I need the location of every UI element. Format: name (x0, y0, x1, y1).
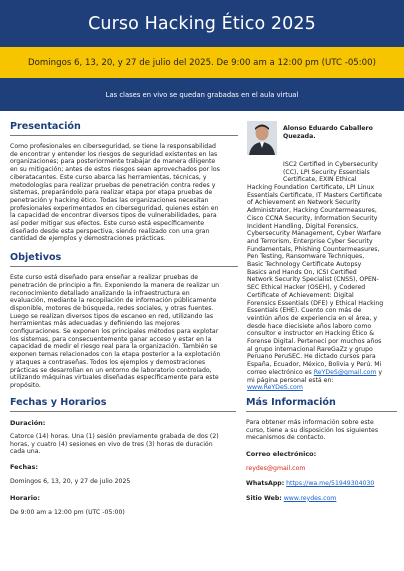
bio-line: Forense Digital. Perteneci por muchos años (247, 338, 382, 346)
text-line: horas, y cuatro (4) sesiones en vivo de tres (3) horas de duración (10, 440, 213, 448)
info-text (246, 419, 397, 442)
bio-line: Forensics Essentials (DFE) y Ethical Hacking (247, 299, 384, 307)
text-line: Para obtener más información sobre este (246, 419, 374, 426)
course-title: Curso Hacking Ético 2025 (88, 13, 316, 34)
text-line: propósito. (10, 381, 41, 389)
instructor-name (283, 125, 395, 140)
text-line: y ataques a contraseñas. Todos los ejemplos y demostraciones (10, 358, 206, 366)
text-line: penetración de principio a fin. Exponiendo la manera de realizar un (10, 281, 220, 289)
bio-line: Fundamentals, Phishing Countermeasures, (247, 245, 380, 253)
text-line: exponen temas relacionados con la etapa posterior a la explotación (10, 351, 221, 359)
text-line: cantidad de ejemplos y demostraciones prácticas. (10, 235, 166, 243)
divider (10, 266, 238, 267)
instructor-photo (247, 121, 277, 155)
text-line: la capacidad de encontrar diversos tipos de vulnerabilidades, para (10, 212, 217, 220)
bio-line: Essentials Certificate, IT Masters Certificate (247, 191, 383, 199)
text-line: penetración y hacking ético. Todas las organizaciones necesitan (10, 196, 209, 204)
bio-line: (CC), LPI Security Essentials (283, 168, 370, 176)
instructor-web-link[interactable]: www.ReYDeS.com (247, 384, 303, 392)
web-label: Sitio Web: (246, 494, 282, 502)
instructor-email-link[interactable]: ReYDeS@gmail.com (313, 368, 377, 376)
horario-label: Horario: (10, 493, 40, 502)
text-line: utilizando máquinas virtuales diseñadas específicamente para este (10, 374, 219, 382)
bio-line: Basics and Hands On, ICSI Certified (247, 268, 357, 276)
bio-line: Basic Technology Certificate Autopsy (247, 261, 362, 269)
bio-line: veintiún años de experiencia en el área, y (247, 314, 378, 322)
bio-line: Certificate, EXIN Ethical (283, 176, 357, 184)
email-label: Correo electrónico: (246, 450, 317, 459)
text-line: curso, tiene a su disposición los siguientes (246, 426, 379, 434)
bio-line: and Terrorism, Enterprise Cyber Security (247, 237, 373, 245)
objetivos-text (10, 274, 238, 390)
fechas-value: Domingos 6, 13, 20, y 27 de julio 2025 (10, 478, 131, 486)
text-line: metodologías para realizar pruebas de penetración contra redes y (10, 181, 216, 189)
duracion-value (10, 433, 236, 456)
bio-line: Incident Handling, Digital Forensics, (247, 222, 359, 230)
text-line: cada una. (10, 448, 41, 456)
text-line: configuraciones. Se exponen los principales métodos para explotar (10, 328, 219, 336)
instructor-bio-top (283, 161, 397, 184)
horario-value: De 9:00 am a 12:00 pm (UTC -05:00) (10, 508, 125, 516)
divider (10, 135, 238, 136)
bio-line: consultor e instructor en Hacking Ético & (247, 330, 375, 338)
recorded-note-bar (0, 78, 404, 111)
instructor-name-line: Quezada. (283, 132, 316, 140)
duracion-label: Duración: (10, 419, 46, 427)
info-heading: Más Información (246, 397, 336, 408)
text-line: organizaciones; para posteriormente trabajar de manera diligente (10, 158, 216, 166)
instructor-name-line: Alonso Eduardo Caballero (283, 125, 373, 132)
dates-band (0, 47, 404, 78)
text-line: mecanismos de contacto. (246, 434, 326, 442)
dates-band-text: Domingos 6, 13, 20, y 27 de julio del 2025. De 9:00 am a 12:00 pm (UTC -05:00) (28, 57, 376, 68)
bio-line: Cybersecurity Management, Cyber Warfare (247, 230, 382, 238)
bio-line: ISC2 Certified in Cybersecurity (283, 161, 378, 168)
bio-line: Peruano PeruSEC. He dictado cursos para (247, 353, 376, 361)
objetivos-heading: Objetivos (10, 252, 62, 264)
text-line: Catorce (14) horas. Una (1) sesión previamente grabada de dos (2) (10, 433, 219, 440)
bio-line: SEC Ethical Hacker (OSEH), y Codered (247, 284, 366, 292)
text-line: capacidad de medir el riesgo real para la organización. También se (10, 343, 218, 351)
text-line: Este curso está diseñado para enseñar a realizar pruebas de (10, 274, 199, 282)
text-line: diseñado desde esta perspectiva, siendo realizado con una gran (10, 227, 210, 235)
bio-web-prefix: mi página personal está en: (247, 376, 334, 384)
email-value[interactable]: reydes@gmail.com (246, 465, 306, 473)
whatsapp-link[interactable]: https://wa.me/51949304030 (286, 479, 375, 487)
bio-line: Administrator, Hacking Countermeasures, (247, 207, 377, 215)
bio-line: Certificate of Achievement: Digital (247, 291, 354, 299)
bio-line: España, Ecuador, México, Bolivia y Perú. Mi (247, 361, 382, 369)
text-line: herramientas más adecuadas y definiendo las mejores (10, 320, 180, 328)
bio-email-suffix: y (376, 368, 383, 376)
bio-email-prefix: correo electrónico es (247, 368, 314, 376)
text-line: así poder mitigar sus efectos. Este curso está específicamente (10, 220, 205, 228)
bio-line: Essentials (EHE). Cuento con más de (247, 307, 362, 315)
bio-line: Cisco CCNA Security, Information Security (247, 214, 378, 222)
web-link[interactable]: www.reydes.com (283, 494, 337, 502)
recorded-note-text: Las clases en vivo se quedan grabadas en el aula virtual (105, 90, 299, 99)
whatsapp-label: WhatsApp: (246, 479, 285, 487)
info-column (246, 397, 397, 502)
whatsapp-row (246, 480, 397, 488)
bio-line: al grupo internacional RareGaZz y grupo (247, 345, 373, 353)
text-line: Luego se realizan diversos tipos de escaneo en red, utilizando las (10, 312, 214, 320)
instructor-bio (247, 184, 399, 392)
text-line: Como profesionales en ciberseguridad, se tiene la responsabilidad (10, 143, 216, 150)
presentacion-heading: Presentación (10, 121, 81, 132)
bio-line: desde hace diecisiete años laboro como (247, 322, 372, 330)
divider (246, 411, 397, 412)
text-line: evaluación, mediante la recopilación de información públicamente (10, 297, 217, 305)
fechas-label: Fechas: (10, 463, 38, 472)
text-line: ciberatacantes. Este curso abarca las herramientas, técnicas, y (10, 173, 207, 181)
bio-line: of Achievement en Network Security (247, 199, 361, 207)
text-line: reconocimiento detallado analizando la infraestructura en (10, 289, 190, 297)
web-row (246, 495, 397, 503)
text-line: prácticas se desarrollan en un entorno de laboratorio controlado, (10, 366, 212, 374)
instructor-photo-image (247, 121, 277, 155)
bio-line: Network Security Specialist (CNSS), OPEN- (247, 276, 379, 284)
left-column (10, 121, 238, 390)
text-line: los sistemas, para consecuentemente ganar acceso y estar en la (10, 335, 212, 343)
presentacion-text (10, 143, 238, 243)
title-bar (0, 0, 404, 47)
bio-line: Pen Testing, Ransomware Techniques, (247, 253, 365, 261)
fechas-heading: Fechas y Horarios (10, 397, 107, 408)
text-line: profesionales experimentados en ciberseguridad, quienes estén en (10, 204, 219, 212)
text-line: de encontrar y entender los riesgos de seguridad existentes en las (10, 150, 218, 158)
text-line: en su mitigación; antes de estos riesgos sean aprovechados por los (10, 166, 220, 174)
bio-line: Hacking Foundation Certificate, LPI Linux (247, 184, 375, 191)
text-line: sistemas, preparándolo para realizar etapa por etapa pruebas de (10, 189, 213, 197)
divider (10, 411, 236, 412)
fechas-column (10, 397, 236, 517)
text-line: disponible, motores de búsqueda, redes sociales, y otras fuentes. (10, 304, 214, 312)
